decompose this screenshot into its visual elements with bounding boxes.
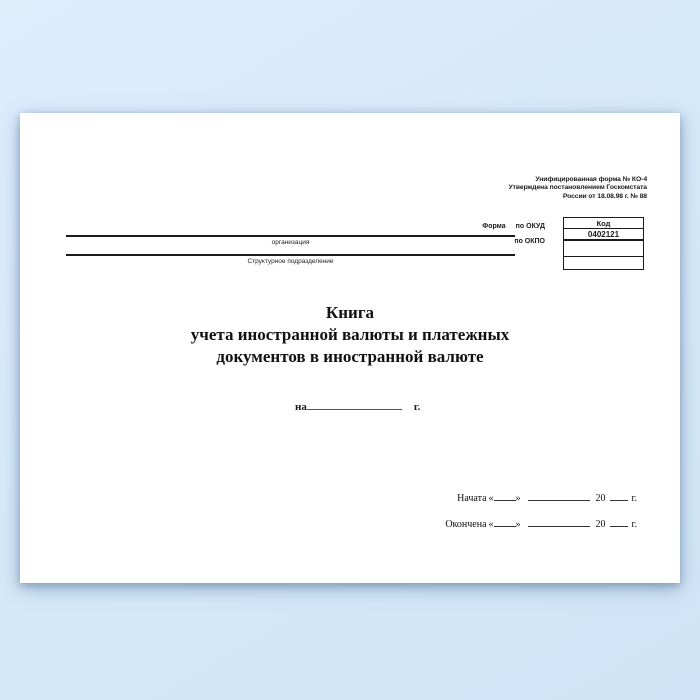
department-blank-line [66,254,515,256]
year-suffix: г. [631,493,637,504]
code-table [563,217,644,270]
period-line [295,400,420,413]
code-cell-empty [564,257,643,269]
approval-line: России от 18.08.98 г. № 88 [562,192,647,200]
open-quote: « [488,519,494,530]
open-quote: « [488,493,494,504]
department-label: Структурное подразделение [247,258,334,265]
register-dates [445,491,637,543]
period-suffix: г. [413,401,421,413]
finished-label: Окончена [445,519,487,530]
approval-line: Унифицированная форма № КО-4 [535,176,647,183]
document-title [20,302,680,368]
title-line-3: документов в иностранной валюте [216,347,484,366]
document-page [20,113,680,583]
finished-year-blank [610,517,628,527]
finished-month-blank [528,517,590,527]
close-quote: » [515,519,521,530]
title-line-1: Книга [325,303,375,322]
started-label: Начата [457,493,487,504]
okud-label: по ОКУД [515,223,545,230]
period-prefix: на [295,401,307,413]
started-month-blank [528,491,590,501]
year-prefix: 20 [595,519,606,530]
started-day-blank [494,491,516,501]
period-blank-line [307,400,402,410]
finished-day-blank [494,517,516,527]
year-prefix: 20 [595,493,606,504]
code-table-header: Код [564,218,643,229]
okud-code-cell: 0402121 [564,229,643,241]
code-cell-empty [564,241,643,257]
finished-row [445,517,637,530]
title-line-2: учета иностранной валюты и платежных [190,325,510,344]
year-suffix: г. [631,519,637,530]
approval-line: Утверждена постановлением Госкомстата [508,184,647,192]
approval-stamp [509,176,647,201]
form-label: Форма [482,223,506,230]
okpo-label: по ОКПО [514,238,545,245]
started-year-blank [610,491,628,501]
organization-blank-line [66,235,515,237]
form-okud-label [482,223,545,230]
organization-label: организация [271,239,310,246]
started-row [445,491,637,504]
close-quote: » [515,493,521,504]
